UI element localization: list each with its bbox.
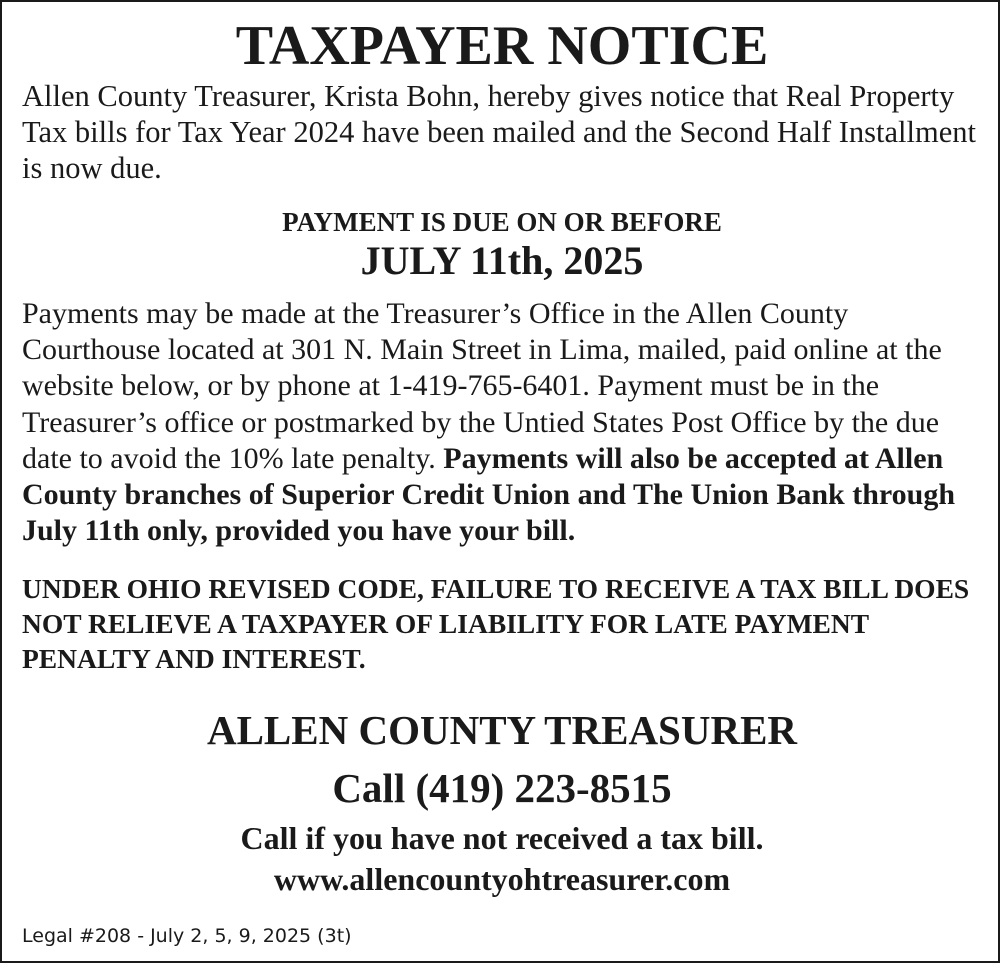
call-note: Call if you have not received a tax bill.	[240, 820, 764, 857]
treasurer-office: ALLEN COUNTY TREASURER	[206, 707, 798, 754]
notice-title: TAXPAYER NOTICE	[235, 15, 769, 77]
payments-regular-text: Payments may be made at the Treasurer’s Office in the Allen County Courthouse located at 301 N. Main Street in Lima, mailed, paid online at the website below, or by phone at 1-419-765-6401. Payment must be in the Treasurer’s office or postmarked by the Untied States Post Office by the due date to avoid the 10% late penalty.	[22, 297, 942, 475]
payments-bold-text: Payments will also be accepted at Allen County branches of Superior Credit Union and The Union Bank through July 11th only, provided you have your bill.	[22, 441, 956, 548]
intro-paragraph: Allen County Treasurer, Krista Bohn, hereby gives notice that Real Property Tax bills for Tax Year 2024 have been mailed and the Second Half Installment is now due.	[22, 79, 976, 185]
legal-reference: Legal #208 - July 2, 5, 9, 2025 (3t)	[22, 925, 352, 947]
due-date: JULY 11th, 2025	[360, 238, 644, 283]
legal-warning: UNDER OHIO REVISED CODE, FAILURE TO RECEIVE A TAX BILL DOES NOT RELIEVE A TAXPAYER OF LIABILITY FOR LATE PAYMENT PENALTY AND INTEREST.	[22, 573, 970, 675]
due-label: PAYMENT IS DUE ON OR BEFORE	[282, 207, 722, 237]
treasurer-website: www.allencountyohtreasurer.com	[273, 861, 731, 898]
treasurer-phone: Call (419) 223-8515	[332, 765, 672, 812]
payments-paragraph	[22, 296, 982, 549]
